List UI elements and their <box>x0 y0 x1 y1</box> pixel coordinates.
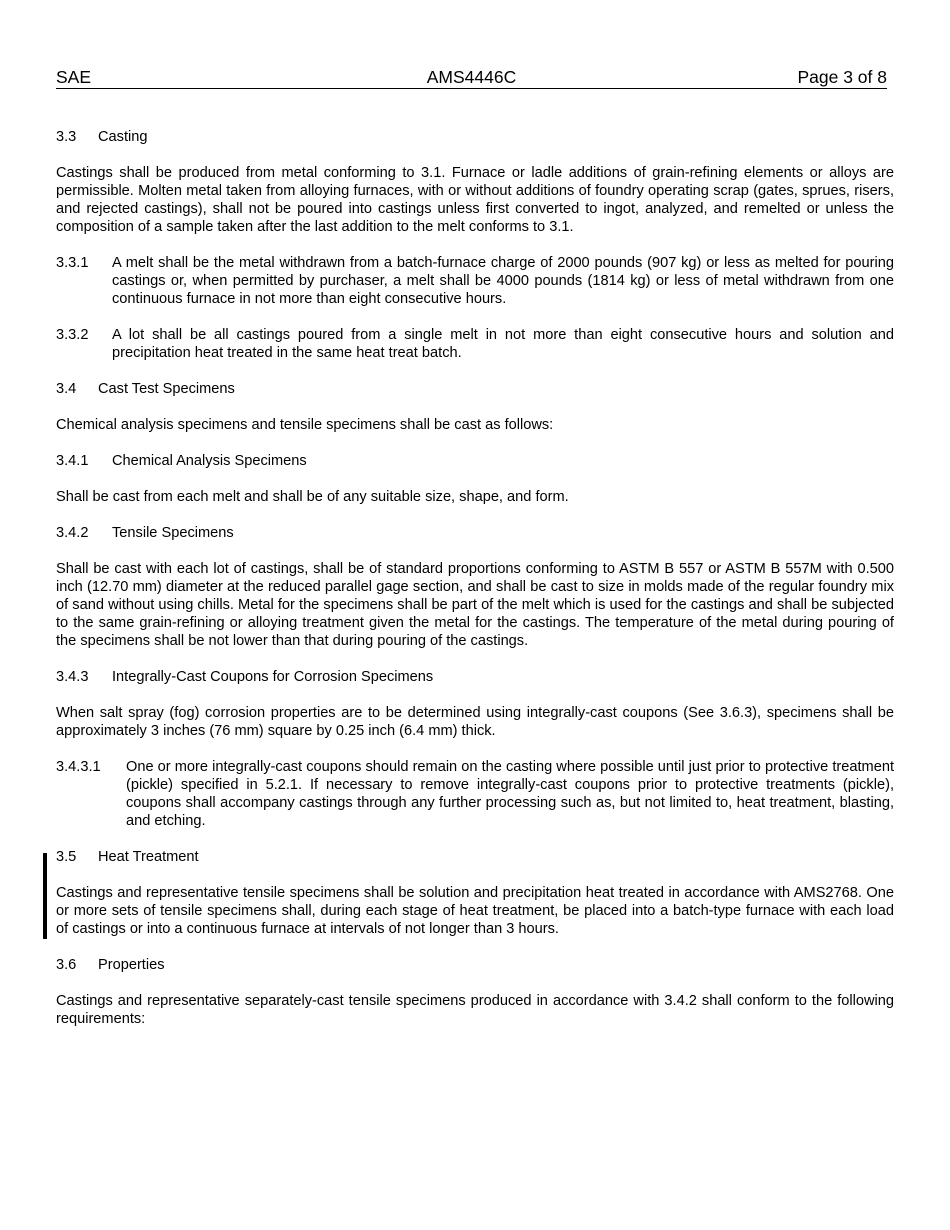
section-text: A melt shall be the metal withdrawn from a batch-furnace charge of 2000 pounds (907 kg) or less as melted for pouring castings or, when permitted by purchaser, a melt shall be 4000 pounds (1814 kg) or less of metal withdrawn from one continuous furnace in not more than eight consecutive hours. <box>112 255 894 307</box>
section-title: Cast Test Specimens <box>98 381 235 397</box>
section-text: A lot shall be all castings poured from a single melt in not more than eight consecutive hours and solution and precipitation heat treated in the same heat treat batch. <box>112 327 894 361</box>
section-number: 3.4.3 <box>56 669 89 685</box>
subsection-3-4-3-1 <box>56 758 894 830</box>
header-doc-id: AMS4446C <box>426 67 517 87</box>
section-title: Tensile Specimens <box>112 525 234 541</box>
section-text-3-5: Castings and representative tensile specimens shall be solution and precipitation heat treated in accordance with AMS2768. One or more sets of tensile specimens shall, during each stage of heat treatment, be placed into a batch-type furnace with each load of castings or into a continuous furnace at intervals of not longer than 3 hours. <box>56 885 894 937</box>
section-number: 3.3.2 <box>56 327 89 343</box>
section-number: 3.6 <box>56 957 77 973</box>
section-text-3-4-1: Shall be cast from each melt and shall be of any suitable size, shape, and form. <box>56 489 569 505</box>
header-org: SAE <box>56 67 92 87</box>
section-number: 3.4.1 <box>56 453 89 469</box>
section-heading-3-5 <box>56 848 894 866</box>
section-heading-3-4-3 <box>56 668 894 686</box>
subsection-3-3-1 <box>56 254 894 308</box>
section-text-3-4: Chemical analysis specimens and tensile specimens shall be cast as follows: <box>56 417 554 433</box>
section-number: 3.4.2 <box>56 525 89 541</box>
section-number: 3.5 <box>56 849 77 865</box>
section-number: 3.3.1 <box>56 255 89 271</box>
section-text-3-4-3: When salt spray (fog) corrosion properties are to be determined using integrally-cast coupons (See 3.6.3), specimens shall be approximately 3 inches (76 mm) square by 0.25 inch (6.4 mm) thick. <box>56 705 894 739</box>
section-number: 3.4.3.1 <box>56 759 101 775</box>
section-heading-3-3 <box>56 128 894 146</box>
section-title: Properties <box>98 957 165 973</box>
section-text-3-4-2: Shall be cast with each lot of castings, shall be of standard proportions conforming to ASTM B 557 or ASTM B 557M with 0.500 inch (12.70 mm) diameter at the reduced parallel gage section, and shall be cast to size in molds made of the regular foundry mix of sand without using chills. Metal for the specimens shall be part of the melt which is used for the castings and shall be subjected to the same grain-refining or alloying treatment given the metal for the castings. The temperature of the metal during pouring of the specimens shall be not lower than that during pouring of the castings. <box>56 561 894 649</box>
subsection-3-3-2 <box>56 326 894 362</box>
document-body <box>56 128 894 1046</box>
section-text-3-6: Castings and representative separately-cast tensile specimens produced in accordance with 3.4.2 shall conform to the following requirements: <box>56 993 894 1027</box>
section-title: Chemical Analysis Specimens <box>112 453 307 469</box>
section-title: Casting <box>98 129 148 145</box>
section-text: One or more integrally-cast coupons should remain on the casting where possible until just prior to protective treatment (pickle) specified in 5.2.1. If necessary to remove integrally-cast coupons prior to protective treatments (pickle), coupons shall accompany castings through any further processing such as, but not limited to, heat treatment, blasting, and etching. <box>126 759 894 829</box>
section-number: 3.3 <box>56 129 77 145</box>
page-header <box>56 67 887 89</box>
section-heading-3-4-2 <box>56 524 894 542</box>
header-page-number: Page 3 of 8 <box>797 67 887 87</box>
section-heading-3-4-1 <box>56 452 894 470</box>
revision-change-bar <box>43 853 47 939</box>
section-title: Heat Treatment <box>98 849 199 865</box>
section-text-3-3: Castings shall be produced from metal conforming to 3.1. Furnace or ladle additions of grain-refining elements or alloys are permissible. Molten metal taken from alloying furnaces, with or without additions of foundry operating scrap (gates, sprues, risers, and rejected castings), shall not be poured into castings unless first converted to ingot, analyzed, and remelted or unless the composition of a sample taken after the last addition to the melt conforms to 3.1. <box>56 165 894 235</box>
section-number: 3.4 <box>56 381 77 397</box>
section-heading-3-4 <box>56 380 894 398</box>
section-title: Integrally-Cast Coupons for Corrosion Specimens <box>112 669 434 685</box>
section-heading-3-6 <box>56 956 894 974</box>
